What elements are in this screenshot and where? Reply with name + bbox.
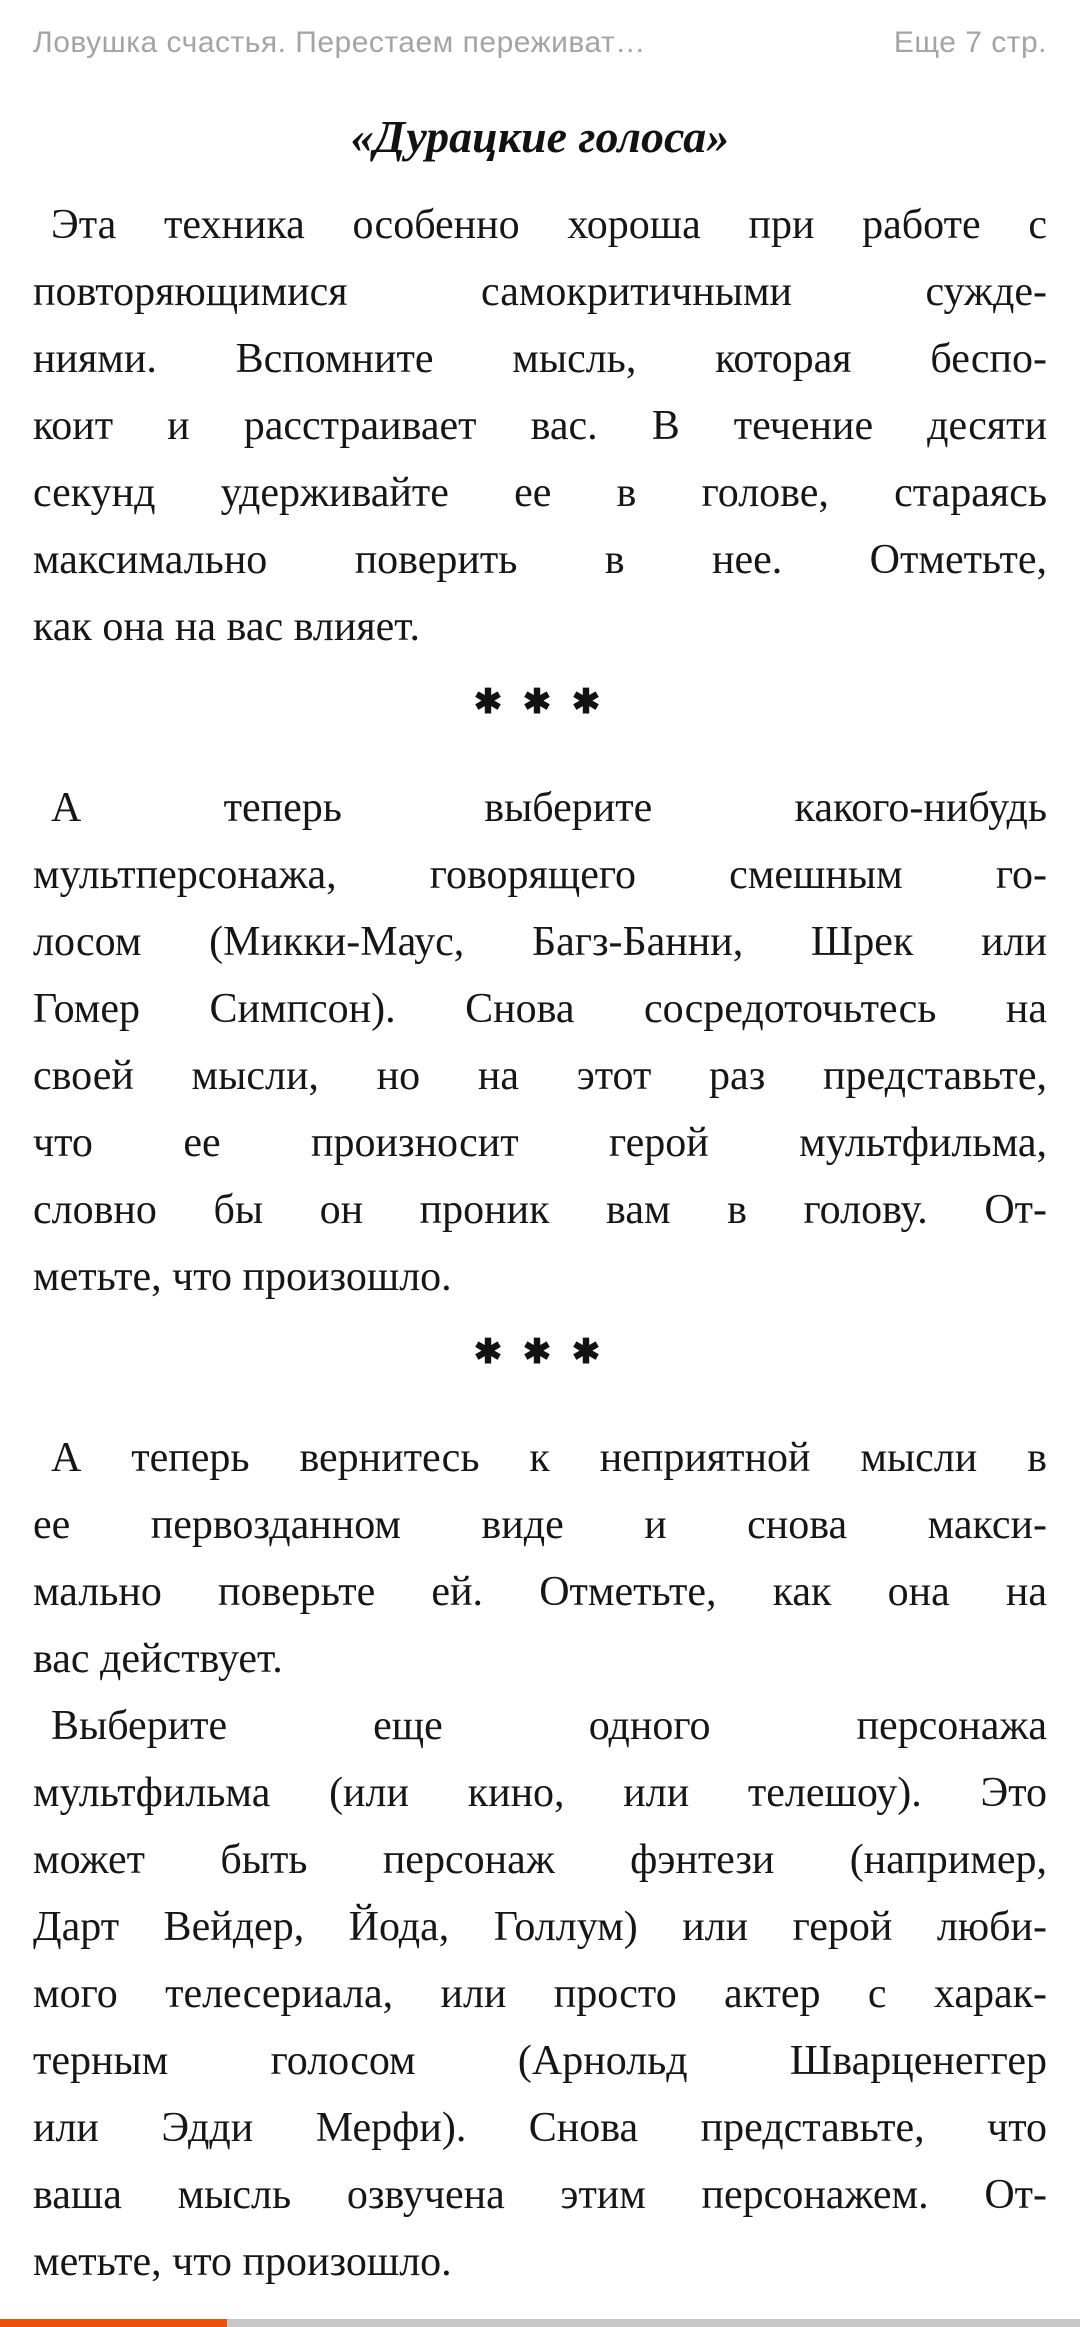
text-line: максимально поверить в нее. Отметьте, (33, 537, 1047, 583)
text-line: терным голосом (Арнольд Шварценеггер (33, 2038, 1047, 2084)
paragraph (33, 1693, 1047, 2296)
text-line: Эта техника особенно хороша при работе с (51, 202, 1047, 248)
section-separator: ✱ ✱ ✱ (473, 1334, 607, 1371)
text-line: лосом (Микки-Маус, Багз-Банни, Шрек или (33, 919, 1047, 965)
text-line: вас действует. (33, 1636, 283, 1682)
text-line: мультперсонажа, говорящего смешным го- (33, 852, 1047, 898)
text-line: Выберите еще одного персонажа (51, 1703, 1047, 1749)
text-line: А теперь вернитесь к неприятной мысли в (51, 1435, 1047, 1481)
text-line: словно бы он проник вам в голову. От- (33, 1187, 1047, 1233)
paragraph (33, 192, 1047, 661)
text-line: Гомер Симпсон). Снова сосредоточьтесь на (33, 986, 1047, 1032)
text-line: метьте, что произошло. (33, 2239, 452, 2285)
text-line: метьте, что произошло. (33, 1254, 452, 1300)
text-line: мого телесериала, или просто актер с харак- (33, 1971, 1047, 2017)
text-line: ваша мысль озвучена этим персонажем. От- (33, 2172, 1047, 2218)
paragraph (33, 1425, 1047, 1693)
progress-fill (0, 2319, 227, 2327)
text-line: мально поверьте ей. Отметьте, как она на (33, 1569, 1047, 1615)
text-line: мультфильма (или кино, или телешоу). Это (33, 1770, 1047, 1816)
text-line: ее первозданном виде и снова макси- (33, 1502, 1047, 1548)
text-line: повторяющимися самокритичными сужде- (33, 269, 1047, 315)
pages-left-label: Еще 7 стр. (893, 26, 1047, 59)
text-line: коит и расстраивает вас. В течение десяти (33, 403, 1047, 449)
text-line: или Эдди Мерфи). Снова представьте, что (33, 2105, 1047, 2151)
text-line: Дарт Вейдер, Йода, Голлум) или герой люби- (33, 1904, 1047, 1950)
text-line: своей мысли, но на этот раз представьте, (33, 1053, 1047, 1099)
text-line: что ее произносит герой мультфильма, (33, 1120, 1047, 1166)
text-line: секунд удерживайте ее в голове, стараясь (33, 470, 1047, 516)
paragraph (33, 775, 1047, 1311)
reader-header (0, 0, 1080, 62)
book-title: Ловушка счастья. Перестаем переживат… (33, 26, 646, 59)
section-separator: ✱ ✱ ✱ (473, 684, 607, 721)
page-content[interactable] (0, 108, 1080, 2296)
text-line: как она на вас влияет. (33, 604, 420, 650)
text-line: ниями. Вспомните мысль, которая беспо- (33, 336, 1047, 382)
text-line: может быть персонаж фэнтези (например, (33, 1837, 1047, 1883)
progress-track (0, 2319, 1080, 2327)
section-heading: «Дурацкие голоса» (350, 111, 730, 162)
text-line: А теперь выберите какого-нибудь (51, 785, 1047, 831)
